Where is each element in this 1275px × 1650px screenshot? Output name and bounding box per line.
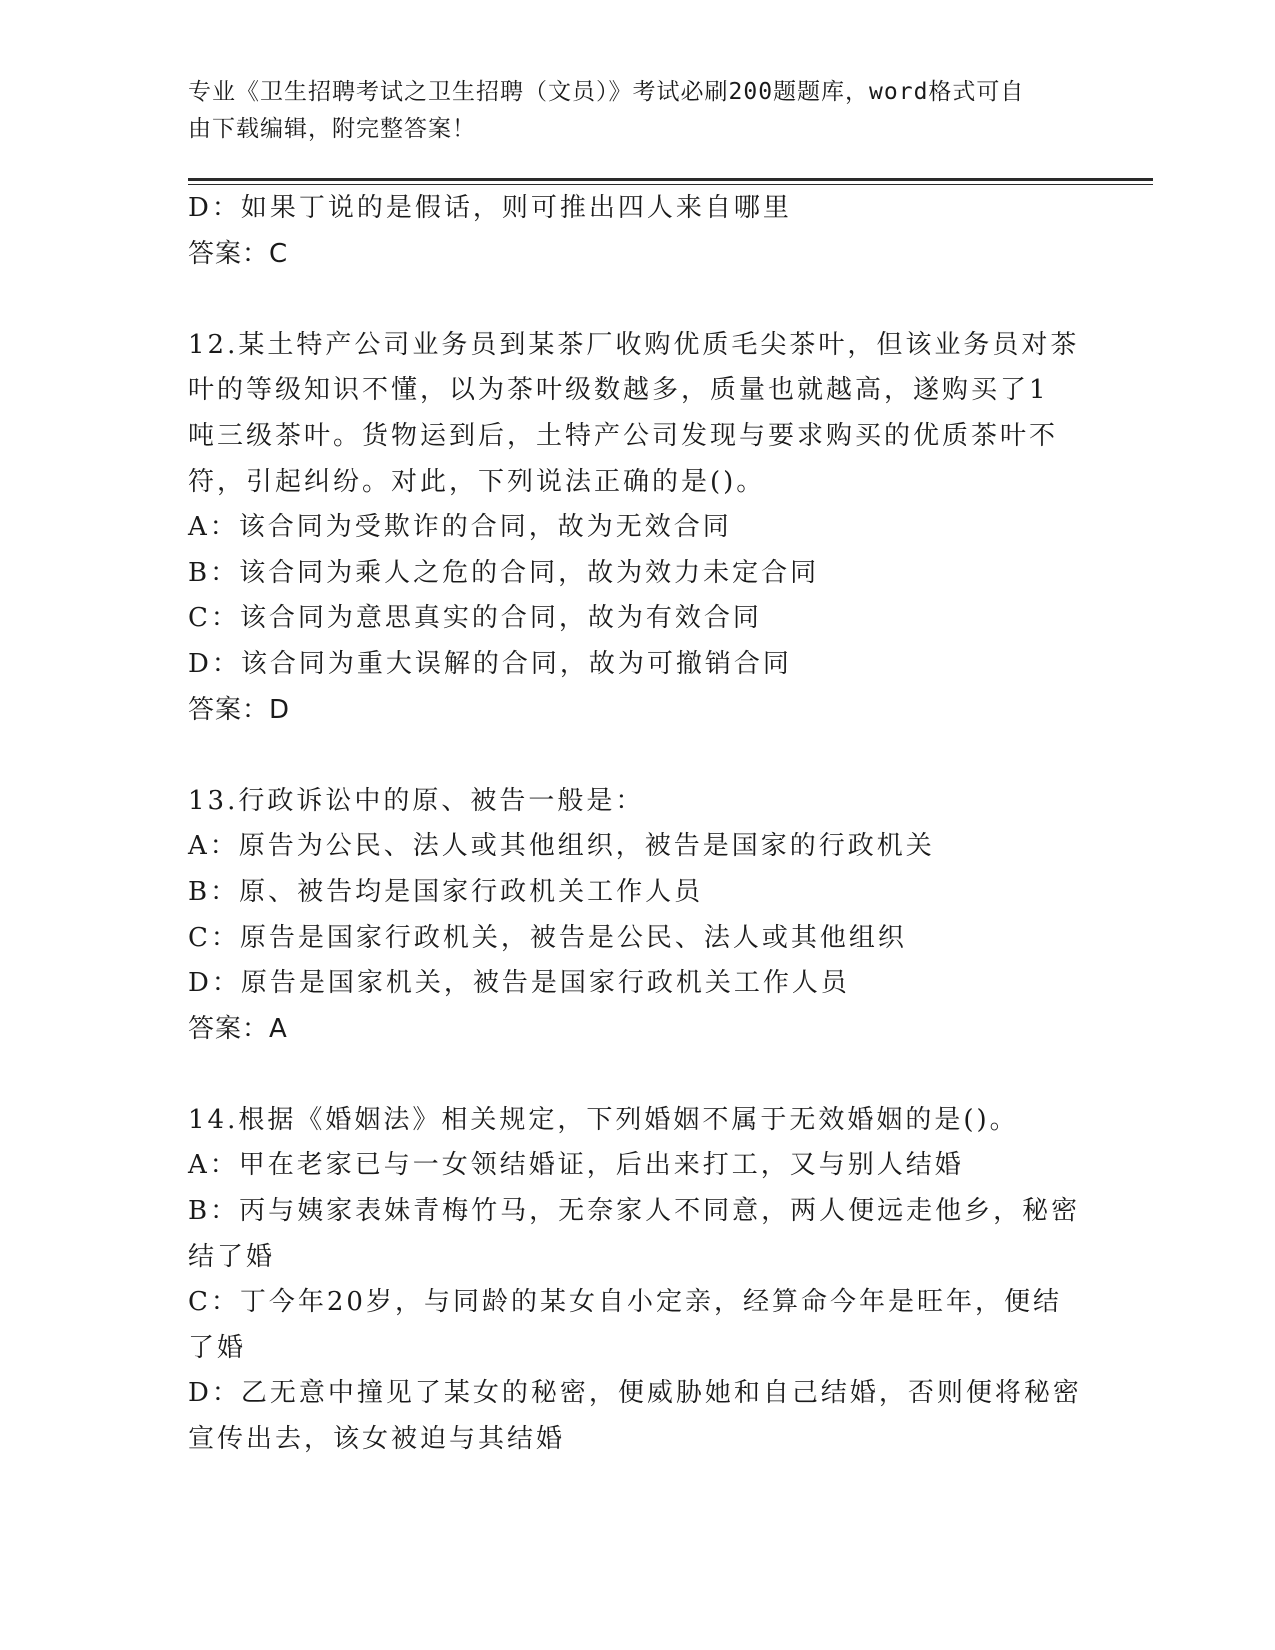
header-divider-thin — [188, 184, 1153, 185]
question-stem-line: 叶的等级知识不懂，以为茶叶级数越多，质量也就越高，遂购买了1 — [188, 375, 1049, 406]
answer-line: 答案：A — [188, 1013, 288, 1044]
header-line-2: 由下载编辑，附完整答案！ — [188, 116, 476, 142]
option-d: D：原告是国家机关，被告是国家行政机关工作人员 — [188, 968, 850, 999]
option-c: C：原告是国家行政机关，被告是公民、法人或其他组织 — [188, 922, 907, 953]
option-c: C：该合同为意思真实的合同，故为有效合同 — [188, 603, 762, 634]
option-b-continued: 结了婚 — [188, 1241, 276, 1272]
question-12 — [188, 323, 1088, 733]
answer-line: 答案：D — [188, 694, 291, 725]
question-stem-line: 符，引起纠纷。对此，下列说法正确的是()。 — [188, 466, 766, 497]
option-b: B：丙与姨家表妹青梅竹马，无奈家人不同意，两人便远走他乡，秘密 — [188, 1196, 1081, 1227]
header-divider-thick — [188, 178, 1153, 181]
question-content — [188, 186, 1088, 1463]
spacer — [188, 277, 1088, 323]
question-stem-line: 12.某土特产公司业务员到某茶厂收购优质毛尖茶叶，但该业务员对茶 — [188, 329, 1080, 360]
spacer — [188, 1052, 1088, 1098]
question-stem-line: 13.行政诉讼中的原、被告一般是： — [188, 785, 645, 816]
option-d: D：乙无意中撞见了某女的秘密，便威胁她和自己结婚，否则便将秘密 — [188, 1378, 1082, 1409]
option-a: A：该合同为受欺诈的合同，故为无效合同 — [188, 512, 732, 543]
question-13 — [188, 779, 1088, 1053]
option-d-continued: 宣传出去，该女被迫与其结婚 — [188, 1424, 566, 1455]
option-d: D：如果丁说的是假话，则可推出四人来自哪里 — [188, 193, 792, 223]
option-c: C：丁今年20岁，与同龄的某女自小定亲，经算命今年是旺年，便结 — [188, 1287, 1062, 1318]
question-14 — [188, 1098, 1088, 1463]
option-b: B：原、被告均是国家行政机关工作人员 — [188, 876, 704, 907]
header-line-1: 专业《卫生招聘考试之卫生招聘（文员）》考试必刷200题题库，word格式可自 — [188, 79, 1025, 105]
answer-line: 答案：C — [188, 238, 289, 269]
spacer — [188, 733, 1088, 779]
question-stem-line: 14.根据《婚姻法》相关规定，下列婚姻不属于无效婚姻的是()。 — [188, 1104, 1019, 1135]
question-stem-line: 吨三级茶叶。货物运到后，土特产公司发现与要求购买的优质茶叶不 — [188, 420, 1059, 451]
previous-question-tail — [188, 186, 1088, 277]
option-d: D：该合同为重大误解的合同，故为可撤销合同 — [188, 648, 792, 679]
option-c-continued: 了婚 — [188, 1332, 247, 1363]
option-b: B：该合同为乘人之危的合同，故为效力未定合同 — [188, 557, 820, 588]
option-a: A：甲在老家已与一女领结婚证，后出来打工，又与别人结婚 — [188, 1150, 964, 1181]
option-a: A：原告为公民、法人或其他组织，被告是国家的行政机关 — [188, 831, 935, 862]
document-header — [188, 74, 1068, 148]
